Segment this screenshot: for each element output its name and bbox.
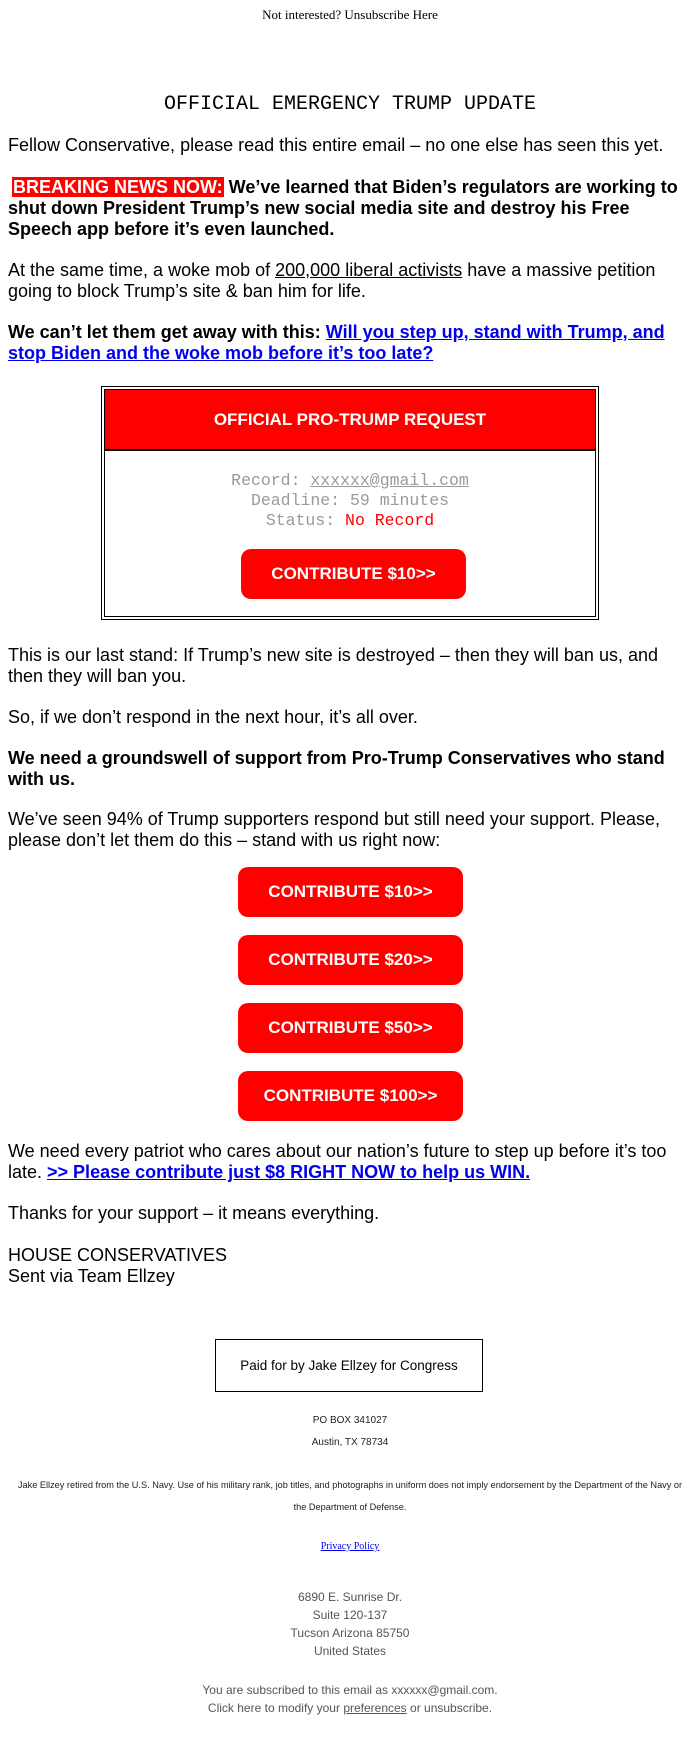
- record-email[interactable]: xxxxxx@gmail.com: [310, 471, 469, 490]
- cta-paragraph: [8, 322, 692, 364]
- address-line-1: 6890 E. Sunrise Dr.: [297, 1590, 403, 1604]
- mailing-address: [0, 1588, 700, 1660]
- email-title-row: [0, 93, 700, 116]
- stand-with-trump-link[interactable]: Will you step up, stand with Trump, and stop Biden and the woke mob before it’s too late?: [8, 322, 665, 363]
- status-label: Status:: [265, 511, 346, 530]
- contribute-50-button[interactable]: CONTRIBUTE $50>>: [238, 1003, 463, 1053]
- unsubscribe-link[interactable]: Not interested? Unsubscribe Here: [262, 7, 438, 22]
- contribute-100-button[interactable]: CONTRIBUTE $100>>: [238, 1071, 463, 1121]
- privacy-policy-link[interactable]: Privacy Policy: [320, 1541, 380, 1552]
- privacy-row: [0, 1541, 700, 1552]
- email-title: OFFICIAL EMERGENCY TRUMP UPDATE: [163, 93, 537, 116]
- every-patriot-row: [0, 1141, 700, 1183]
- petition-row: [0, 260, 700, 302]
- cta-row: [0, 322, 700, 364]
- deadline-line: [105, 491, 595, 511]
- petition-paragraph: [8, 260, 692, 302]
- contribute-10-button[interactable]: CONTRIBUTE $10>>: [238, 867, 463, 917]
- seen-94-text: We’ve seen 94% of Trump supporters respond but still need your support. Please, please don’t let them do this – stand with us right now:: [8, 809, 661, 850]
- po-box: PO BOX 341027: [312, 1415, 388, 1426]
- every-patriot-paragraph: [8, 1141, 692, 1183]
- every-patriot-text: We need every patriot who cares about our nation’s future to step up before it’s too late.: [8, 1141, 667, 1182]
- unsubscribe-header: [0, 0, 700, 27]
- record-line: [105, 471, 595, 491]
- request-box: [101, 386, 599, 620]
- paid-for-box: Paid for by Jake Ellzey for Congress: [215, 1339, 483, 1392]
- next-hour-text: So, if we don’t respond in the next hour, it’s all over.: [8, 707, 418, 727]
- breaking-paragraph: [8, 177, 692, 240]
- next-hour-row: [0, 707, 700, 728]
- address-line-2: Suite 120-137: [312, 1608, 388, 1622]
- modify-after: or unsubscribe.: [406, 1701, 493, 1715]
- thanks-row: [0, 1203, 700, 1224]
- address-line-3: Tucson Arizona 85750: [290, 1626, 410, 1640]
- deadline-value: 59 minutes: [350, 491, 450, 510]
- navy-disclaimer: Jake Ellzey retired from the U.S. Navy. Use of his military rank, job titles, and photographs in uniform does not imply endorsement by the Department of the Navy or the Department of Defense.: [17, 1480, 683, 1512]
- breaking-text: We’ve learned that Biden’s regulators are working to shut down President Trump’s new social media site and destroy his Free Speech app before it’s even launched.: [8, 177, 678, 239]
- signature-org: HOUSE CONSERVATIVES: [8, 1245, 228, 1265]
- modify-line: [0, 1699, 700, 1717]
- intro-text: Fellow Conservative, please read this entire email – no one else has seen this yet.: [8, 135, 664, 155]
- address-line-4: United States: [313, 1644, 387, 1658]
- breaking-news-badge: BREAKING NEWS NOW:: [13, 177, 223, 197]
- subscription-info: [0, 1681, 700, 1717]
- record-info: [105, 471, 595, 531]
- status-line: [105, 511, 595, 531]
- seen-94-row: [0, 809, 700, 851]
- petition-after: have a massive petition going to block Trump’s site & ban him for life.: [8, 260, 656, 301]
- petition-before: At the same time, a woke mob of: [8, 260, 276, 280]
- box-contribute-button[interactable]: CONTRIBUTE $10>>: [241, 549, 466, 599]
- city-line: Austin, TX 78734: [311, 1437, 389, 1448]
- request-box-header: OFFICIAL PRO-TRUMP REQUEST: [105, 390, 595, 451]
- record-label: Record:: [231, 471, 311, 490]
- deadline-label: Deadline:: [250, 491, 350, 510]
- breaking-row: [0, 177, 700, 240]
- cta-bold: We can’t let them get away with this:: [8, 322, 326, 342]
- intro-row: [0, 135, 700, 156]
- thanks-text: Thanks for your support – it means everything.: [8, 1203, 380, 1223]
- status-value: No Record: [345, 511, 435, 530]
- groundswell-row: [0, 748, 700, 790]
- preferences-link[interactable]: preferences: [343, 1701, 407, 1715]
- last-stand-text: This is our last stand: If Trump’s new site is destroyed – then they will ban us, and then they will ban you.: [8, 645, 658, 686]
- groundswell-text: We need a groundswell of support from Pro-Trump Conservatives who stand with us.: [8, 748, 665, 789]
- subscribed-line: You are subscribed to this email as xxxxxx@gmail.com.: [202, 1683, 498, 1697]
- last-stand-row: [0, 645, 700, 687]
- signature-sent-via: Sent via Team Ellzey: [8, 1266, 175, 1286]
- signature-row: [0, 1245, 700, 1287]
- modify-before: Click here to modify your: [207, 1701, 344, 1715]
- activists-link[interactable]: 200,000 liberal activists: [275, 260, 463, 280]
- contribute-8-link[interactable]: >> Please contribute just $8 RIGHT NOW to help us WIN.: [47, 1162, 531, 1182]
- request-box-inner: [104, 389, 596, 617]
- contribute-20-button[interactable]: CONTRIBUTE $20>>: [238, 935, 463, 985]
